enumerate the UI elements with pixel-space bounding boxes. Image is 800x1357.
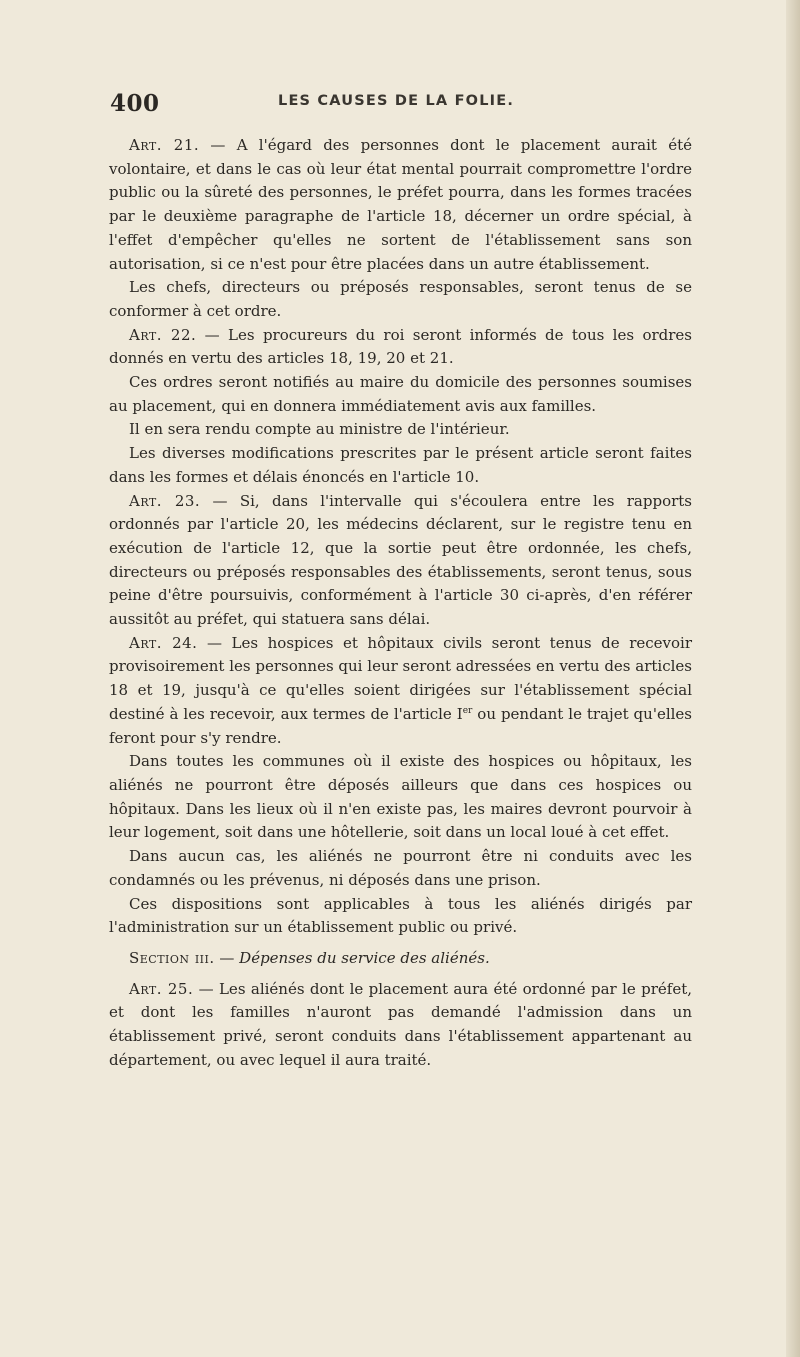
section-heading (109, 940, 692, 978)
paragraph-text: Les diverses modifications prescrites par le présent article seront faites dans les formes et délais énoncés en l'article 10. (109, 444, 692, 486)
section-title: Dépenses du service des aliénés. (239, 948, 490, 967)
paragraph-text: Dans toutes les communes où il existe des hospices ou hôpitaux, les aliénés ne pourront être déposés ailleurs que dans ces hospices ou hôpitaux. Dans les lieux où il n'en existe pas, les maires devront pourvoir à leur logement, soit dans une hôtellerie, soit dans un local loué à cet effet. (109, 752, 692, 842)
paragraph (109, 371, 692, 418)
article-label: Art. 25. (129, 979, 194, 998)
running-title: LES CAUSES DE LA FOLIE. (278, 93, 515, 109)
paragraph-art-21 (109, 134, 692, 276)
section-separator: — (214, 948, 240, 967)
paragraph-art-25 (109, 978, 692, 1073)
paragraph (109, 750, 692, 845)
paragraph-text: — Les aliénés dont le placement aura été ordonné par le préfet, et dont les familles n'auront pas demandé l'admission dans un établissement privé, seront conduits dans l'établissement appartenant au département, ou avec lequel il aura traité. (109, 979, 692, 1069)
paragraph (109, 845, 692, 892)
article-label: Art. 22. (129, 325, 197, 344)
page-body (109, 134, 692, 1072)
paragraph-art-24 (109, 632, 692, 751)
article-label: Art. 24. (129, 633, 198, 652)
paragraph-art-23 (109, 490, 692, 632)
paragraph (109, 418, 692, 442)
page-number: 400 (110, 90, 160, 117)
paragraph-text: — Les hospices et hôpitaux civils seront tenus de recevoir provisoirement les personnes qui leur seront adressées en vertu des articles 18 et 19, jusqu'à ce qu'elles soient dirigées sur l'établissement spécial destiné à les recevoir, aux termes de l'article Ier ou pendant le trajet qu'elles feront pour s'y rendre. (109, 633, 692, 747)
paragraph-text: Dans aucun cas, les aliénés ne pourront être ni conduits avec les condamnés ou les prévenus, ni déposés dans une prison. (109, 847, 692, 889)
article-label: Art. 21. (129, 136, 200, 154)
paragraph-art-22 (109, 324, 692, 371)
article-label: Art. 23. (129, 491, 201, 510)
paragraph-text: — Les procureurs du roi seront informés de tous les ordres donnés en vertu des articles 18, 19, 20 et 21. (109, 325, 692, 368)
paragraph-text: — A l'égard des personnes dont le placement aurait été volontaire, et dans le cas où leur état mental pourrait compromettre l'ordre public ou la sûreté des personnes, le préfet pourra, dans les formes tracées par le deuxième paragraphe de l'article 18, décerner un ordre spécial, à l'effet d'empêcher qu'elles ne sortent de l'établissement sans son autorisation, si ce n'est pour être placées dans un autre établissement. (109, 136, 692, 273)
paragraph-text: Ces dispositions sont applicables à tous les aliénés dirigés par l'administration sur un établissement public ou privé. (109, 894, 692, 937)
section-label: Section iii. (129, 948, 215, 967)
paragraph (109, 276, 692, 323)
paragraph (109, 893, 692, 940)
page-header (110, 90, 695, 120)
paragraph-text: Il en sera rendu compte au ministre de l'intérieur. (129, 420, 510, 439)
paragraph (109, 442, 692, 489)
paragraph-text: Les chefs, directeurs ou préposés responsables, seront tenus de se conformer à cet ordre. (109, 278, 692, 320)
page-edge (786, 0, 800, 1357)
paragraph-text: — Si, dans l'intervalle qui s'écoulera entre les rapports ordonnés par l'article 20, les médecins déclarent, sur le registre tenu en exécution de l'article 12, que la sortie peut être ordonnée, les chefs, directeurs ou préposés responsables des établissements, seront tenus, sous peine d'être poursuivis, conformément à l'article 30 ci-après, d'en référer aussitôt au préfet, qui statuera sans délai. (109, 491, 692, 629)
paragraph-text: Ces ordres seront notifiés au maire du domicile des personnes soumises au placement, qui en donnera immédiatement avis aux familles. (109, 373, 692, 415)
